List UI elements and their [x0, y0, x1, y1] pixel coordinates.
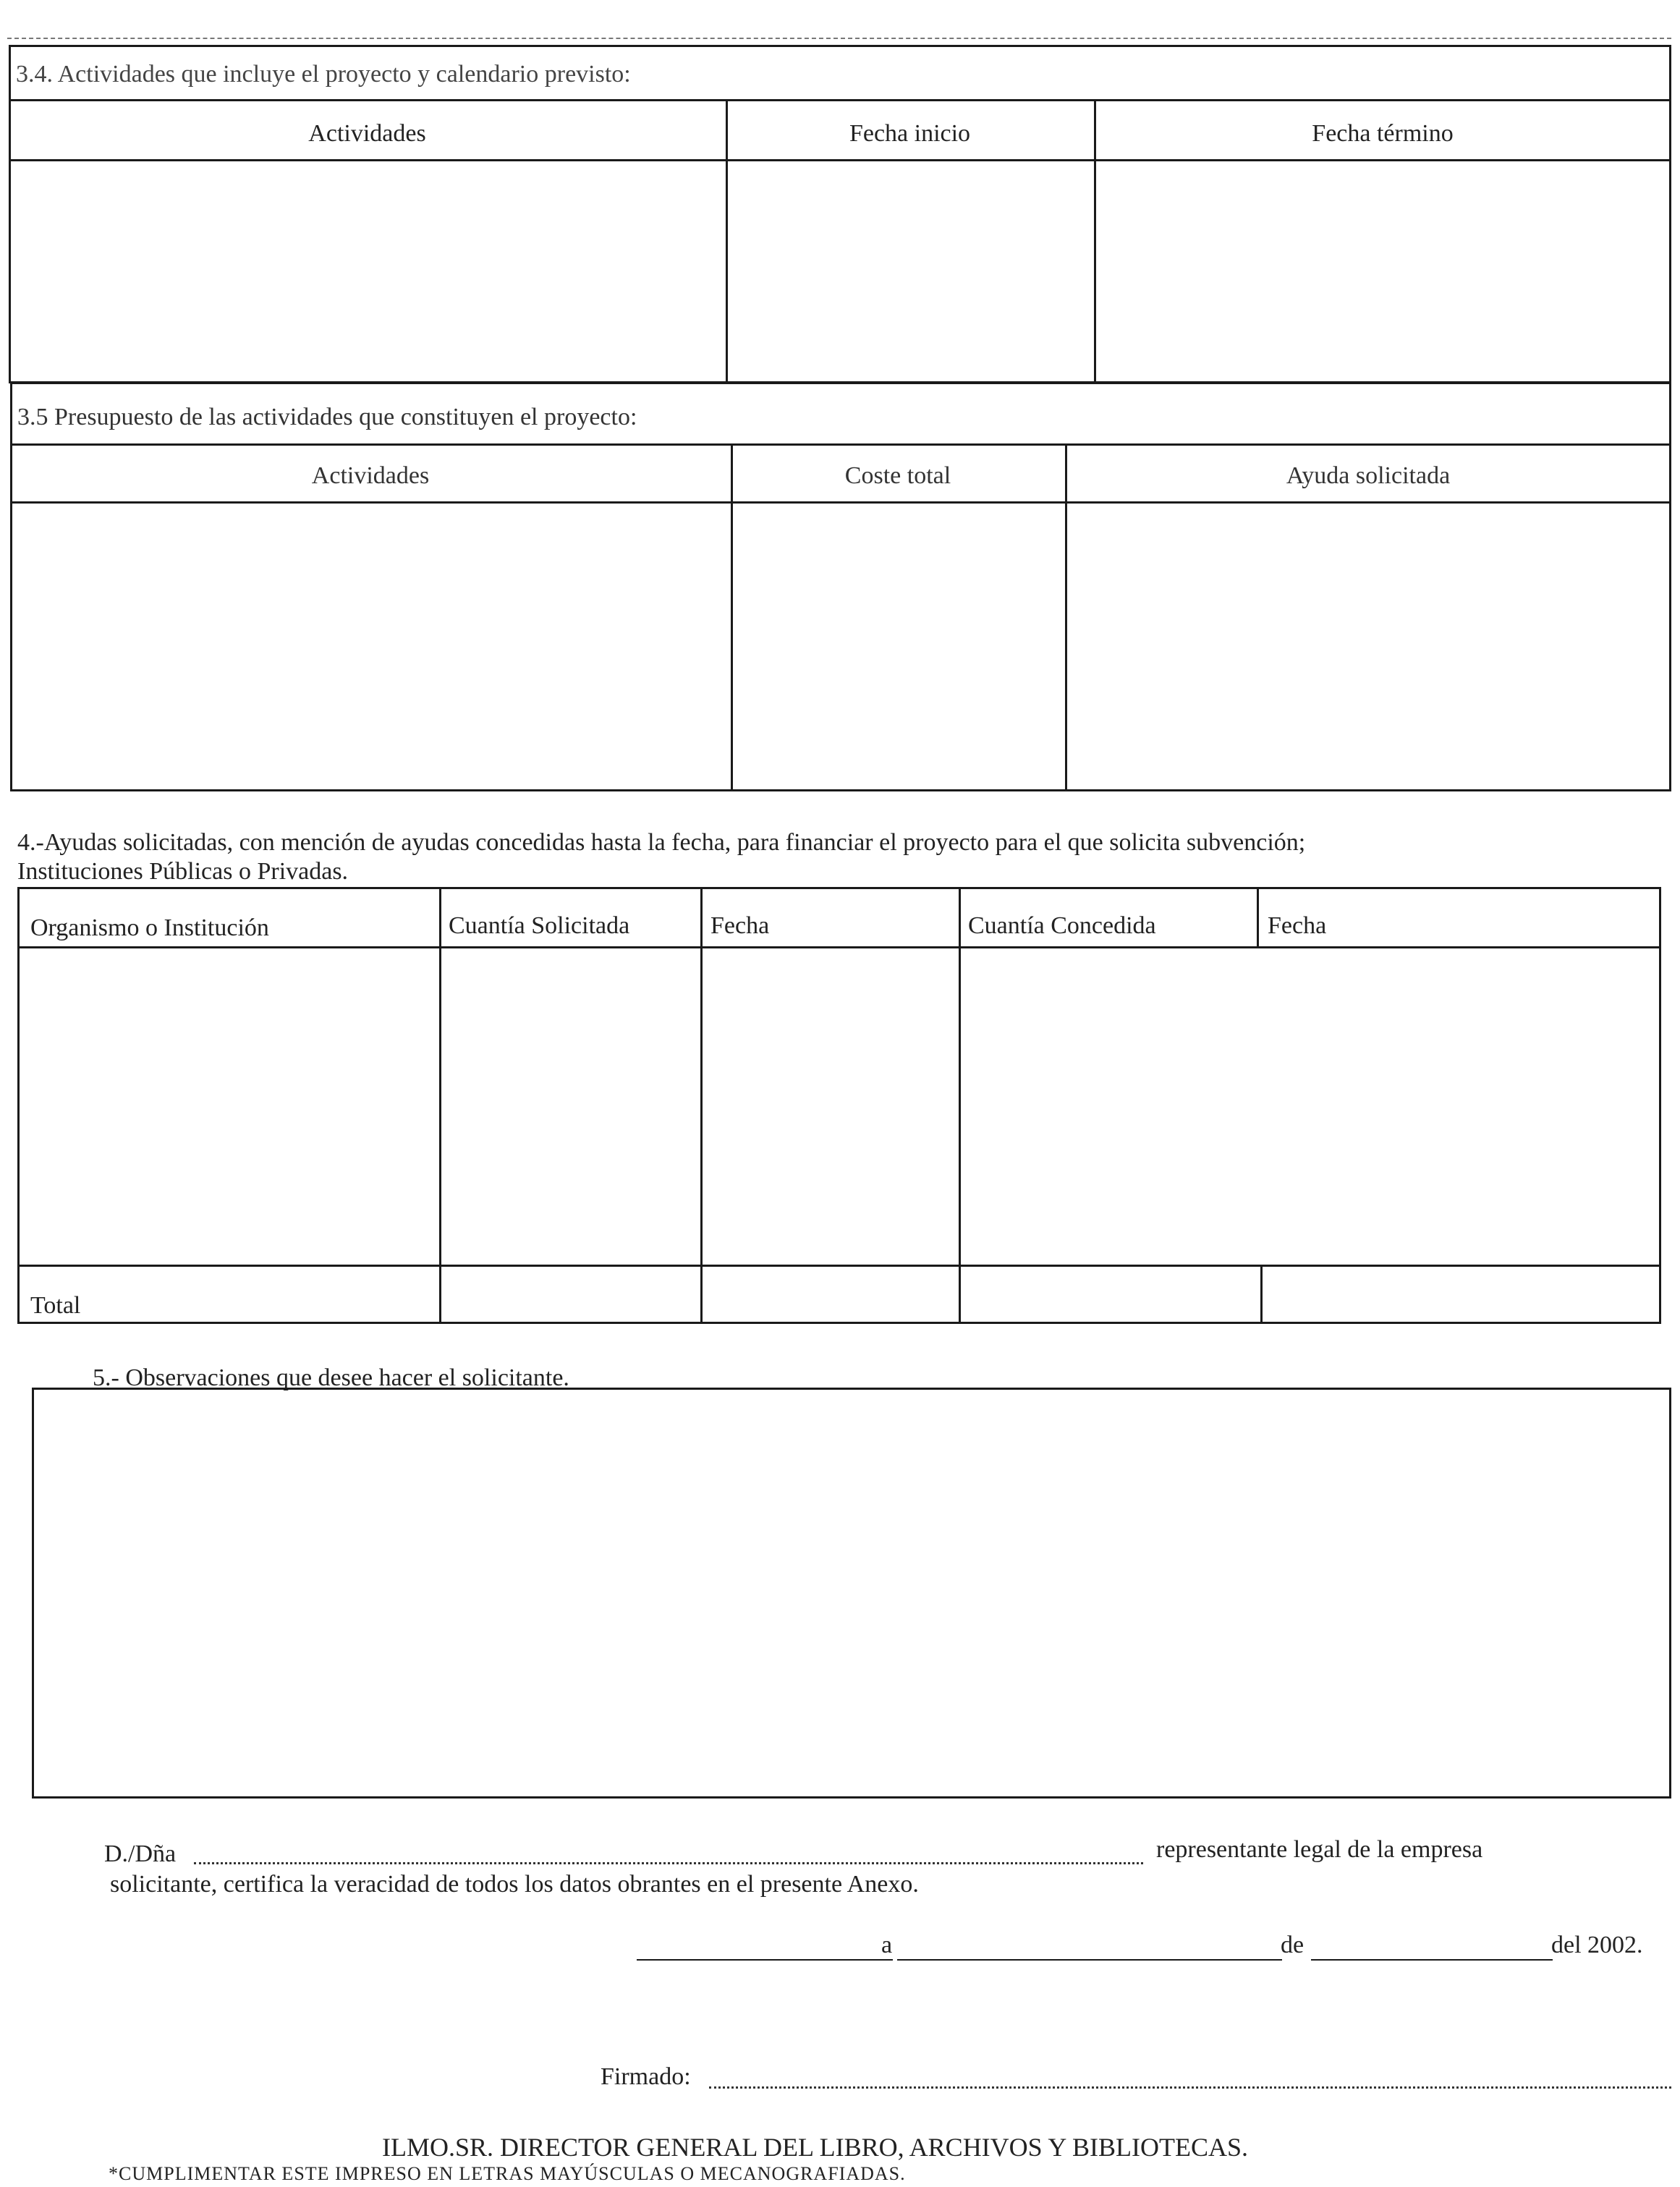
section-4-requested-amount-cell[interactable] [442, 949, 698, 1262]
completion-note: *CUMPLIMENTAR ESTE IMPRESO EN LETRAS MAYÚSCULAS O MECANOGRAFIADAS. [109, 2163, 906, 2184]
section-3-5-header-bottom [10, 501, 1671, 504]
section-3-4-end-date-cell[interactable] [1097, 162, 1668, 381]
date-a-label: a [881, 1932, 893, 1958]
section-4-requested-date-cell[interactable] [703, 949, 956, 1262]
section-4-total-requested-date-cell[interactable] [703, 1267, 956, 1321]
certification-suffix: representante legal de la empresa [1156, 1836, 1483, 1863]
section-4-col-granted-amount: Cuantía Concedida [968, 912, 1156, 939]
section-4-organization-cell[interactable] [20, 949, 437, 1262]
section-3-5-col-total-cost: Coste total [844, 462, 951, 489]
section-3-5-col-divider-2 [1065, 443, 1067, 791]
section-3-5-title: 3.5 Presupuesto de las actividades que constituyen el proyecto: [17, 404, 637, 430]
section-4-total-row-top [17, 1265, 1661, 1267]
section-4-col-requested-amount: Cuantía Solicitada [449, 912, 630, 939]
section-4-col-divider-4-total [1260, 1265, 1263, 1324]
section-5-title: 5.- Observaciones que desee hacer el solicitante. [93, 1364, 569, 1391]
section-4-total-label: Total [30, 1292, 81, 1319]
section-3-5-col-divider-1 [731, 443, 733, 791]
section-4-col-divider-4 [1257, 887, 1259, 946]
signature-label: Firmado: [601, 2063, 691, 2090]
section-3-5-header-top [10, 443, 1671, 446]
date-de-label: de [1281, 1932, 1304, 1958]
section-4-col-divider-1 [439, 887, 441, 1324]
section-3-4-col-start-date: Fecha inicio [849, 120, 971, 147]
section-4-title-line1: 4.-Ayudas solicitadas, con mención de ayudas concedidas hasta la fecha, para financiar el proyecto para el que solicita subvención; [17, 829, 1306, 856]
addressee-footer: ILMO.SR. DIRECTOR GENERAL DEL LIBRO, ARCHIVOS Y BIBLIOTECAS. [382, 2133, 1249, 2162]
signature-field[interactable] [709, 2058, 1671, 2088]
section-4-col-divider-2 [700, 887, 703, 1324]
day-field[interactable] [897, 1932, 1282, 1961]
section-3-5-requested-aid-cell[interactable] [1068, 504, 1668, 789]
section-3-5-activities-cell[interactable] [13, 504, 728, 789]
section-4-col-granted-date: Fecha [1268, 912, 1327, 939]
section-3-5-col-activities: Actividades [311, 462, 430, 489]
section-3-4-col-activities: Actividades [308, 120, 426, 147]
section-4-granted-cell[interactable] [962, 949, 1658, 1262]
section-3-4-col-end-date: Fecha término [1312, 120, 1454, 147]
section-3-5-total-cost-cell[interactable] [734, 504, 1062, 789]
section-3-4-activities-cell[interactable] [12, 162, 724, 381]
certification-prefix: D./Dña [104, 1840, 177, 1867]
section-3-4-header-bottom [9, 159, 1671, 161]
section-3-4-title: 3.4. Actividades que incluye el proyecto y calendario previsto: [16, 61, 631, 88]
section-3-4-header-top [9, 99, 1671, 101]
section-3-5-col-requested-aid: Ayuda solicitada [1286, 462, 1451, 489]
section-5-observations-field[interactable] [35, 1390, 1668, 1796]
certification-line2: solicitante, certifica la veracidad de todos los datos obrantes en el presente Anexo. [110, 1871, 919, 1898]
section-4-total-granted-date-cell[interactable] [1263, 1267, 1658, 1321]
section-3-4-start-date-cell[interactable] [729, 162, 1092, 381]
section-4-col-requested-date: Fecha [710, 912, 770, 939]
section-4-col-organization: Organismo o Institución [30, 914, 269, 941]
section-4-header-bottom [17, 946, 1661, 948]
place-field[interactable] [637, 1932, 893, 1961]
section-4-total-granted-amount-cell[interactable] [962, 1267, 1258, 1321]
representative-name-field[interactable] [194, 1835, 1143, 1864]
month-field[interactable] [1311, 1932, 1553, 1961]
date-year-label: del 2002. [1551, 1932, 1643, 1958]
top-edge-line [7, 38, 1671, 39]
section-4-col-divider-3 [959, 887, 961, 1324]
section-4-total-requested-amount-cell[interactable] [442, 1267, 698, 1321]
section-4-title-line2: Instituciones Públicas o Privadas. [17, 858, 349, 885]
